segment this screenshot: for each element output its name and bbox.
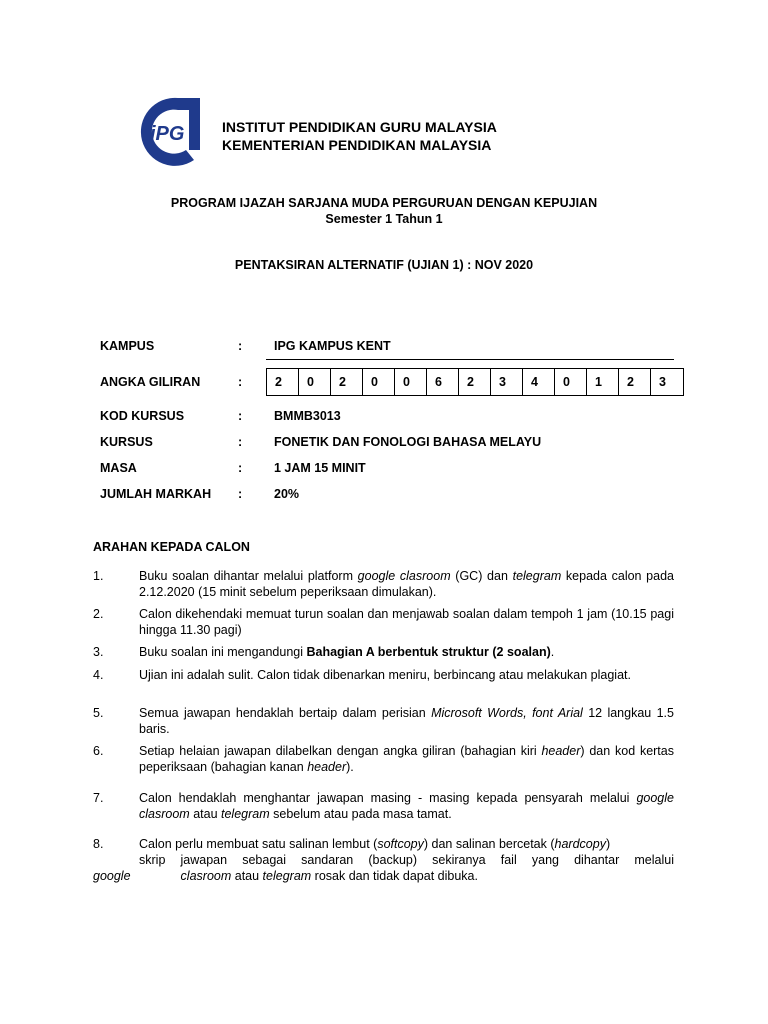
digit-box: 3 (659, 375, 666, 389)
digit-box: 6 (427, 369, 459, 395)
jumlah-markah-label: JUMLAH MARKAH (100, 487, 212, 501)
item-number: 8. (93, 837, 104, 851)
text-run: . (550, 645, 555, 659)
digit-box: 2 (619, 369, 651, 395)
item-number: 6. (93, 744, 104, 758)
instruction-item (93, 743, 674, 775)
text-run: clasroom (180, 869, 232, 883)
digit-box: 1 (587, 369, 619, 395)
text-run: ). (346, 760, 354, 774)
item-text-line (139, 836, 674, 852)
text-run: header (541, 744, 581, 758)
item-text (139, 568, 674, 600)
text-run: atau (231, 869, 263, 883)
item-text-line (93, 868, 674, 884)
colon: : (238, 339, 243, 353)
colon: : (238, 487, 243, 501)
colon: : (238, 435, 243, 449)
item-number: 2. (93, 607, 104, 621)
masa-value: 1 JAM 15 MINIT (274, 461, 366, 475)
text-run: kepada calon pada 2.12.2020 (15 minit sebelum peperiksaan dimulakan). (139, 569, 674, 599)
digit-box: 4 (523, 369, 555, 395)
program-title: PROGRAM IJAZAH SARJANA MUDA PERGURUAN DENGAN KEPUJIAN (170, 196, 598, 210)
item-number: 7. (93, 791, 104, 805)
text-run: Bahagian A berbentuk struktur (2 soalan) (306, 645, 551, 659)
item-text (139, 644, 674, 660)
item-text (139, 743, 674, 775)
masa-label: MASA (100, 461, 137, 475)
kampus-label: KAMPUS (100, 339, 155, 353)
instruction-item (93, 644, 674, 660)
digit-box: 2 (267, 369, 299, 395)
instruction-item (93, 568, 674, 600)
text-run: hardcopy (554, 837, 606, 851)
item-text (139, 705, 674, 737)
text-run: telegram (262, 869, 312, 883)
colon: : (238, 409, 243, 423)
divider (266, 359, 674, 360)
angka-giliran-boxes (266, 368, 684, 396)
text-run: sebelum atau pada masa tamat. (269, 807, 452, 821)
jumlah-markah-value: 20% (274, 487, 300, 501)
item-text-line: skrip jawapan sebagai sandaran (backup) sekiranya fail yang dihantar melalui (139, 853, 674, 867)
semester: Semester 1 Tahun 1 (325, 212, 443, 226)
item-number: 4. (93, 668, 104, 682)
text-run: google clasroom (139, 791, 674, 821)
digit-box: 2 (331, 369, 363, 395)
digit-box: 3 (491, 369, 523, 395)
colon: : (238, 375, 243, 389)
text-run: Microsoft Words, font Arial (431, 706, 583, 720)
instruction-item (93, 667, 674, 683)
kursus-label: KURSUS (100, 435, 153, 449)
digit-box: 0 (395, 369, 427, 395)
text-run: telegram (512, 569, 562, 583)
program-block (0, 195, 768, 227)
item-text (139, 790, 674, 822)
ministry-name: KEMENTERIAN PENDIDIKAN MALAYSIA (222, 137, 492, 153)
kod-kursus-label: KOD KURSUS (100, 409, 185, 423)
kod-kursus-value: BMMB3013 (274, 409, 341, 423)
kampus-value: IPG KAMPUS KENT (274, 339, 391, 353)
text-run: rosak dan tidak dapat dibuka. (311, 869, 478, 883)
text-run: (GC) dan (450, 569, 513, 583)
institution-header (222, 118, 497, 154)
digit-box: 2 (459, 369, 491, 395)
instructions-heading: ARAHAN KEPADA CALON (93, 540, 250, 554)
digit-box: 0 (555, 369, 587, 395)
item-text: Calon dikehendaki memuat turun soalan dan menjawab soalan dalam tempoh 1 jam (10.15 pagi hingga 11.30 pagi) (139, 607, 674, 637)
assessment-title: PENTAKSIRAN ALTERNATIF (UJIAN 1) : NOV 2020 (234, 258, 534, 272)
item-number: 1. (93, 569, 104, 583)
instruction-item (93, 705, 674, 737)
digit-box: 0 (299, 369, 331, 395)
text-run: Buku soalan ini mengandungi (139, 645, 307, 659)
text-run: header (307, 760, 347, 774)
instruction-item (93, 836, 674, 884)
text-run: Buku soalan dihantar melalui platform (139, 569, 358, 583)
text-run: softcopy (377, 837, 424, 851)
text-run: Semua jawapan hendaklah bertaip dalam perisian (139, 706, 432, 720)
text-run: telegram (221, 807, 270, 821)
angka-giliran-label: ANGKA GILIRAN (100, 375, 201, 389)
institute-name: INSTITUT PENDIDIKAN GURU MALAYSIA (222, 119, 497, 135)
instruction-item (93, 606, 674, 638)
text-run: atau (189, 807, 221, 821)
item-number: 3. (93, 645, 104, 659)
kursus-value: FONETIK DAN FONOLOGI BAHASA MELAYU (274, 435, 542, 449)
text-run: Setiap helaian jawapan dilabelkan dengan angka giliran (bahagian kiri (139, 744, 542, 758)
logo-text: iPG (150, 123, 185, 145)
text-run: ) (605, 837, 611, 851)
text-run: ) dan kod kertas peperiksaan (bahagian kanan (139, 744, 674, 774)
text-run: google (93, 869, 131, 883)
text-run: Calon hendaklah menghantar jawapan masing - masing kepada pensyarah melalui (139, 791, 637, 805)
instruction-item (93, 790, 674, 822)
text-run: ) dan salinan bercetak ( (423, 837, 555, 851)
text-run: Calon perlu membuat satu salinan lembut ( (139, 837, 378, 851)
item-number: 5. (93, 706, 104, 720)
colon: : (238, 461, 243, 475)
ipg-logo (134, 94, 204, 170)
digit-box: 0 (363, 369, 395, 395)
text-run: google clasroom (357, 569, 451, 583)
text-run: 12 langkau 1.5 baris. (139, 706, 674, 736)
item-text: Ujian ini adalah sulit. Calon tidak dibenarkan meniru, berbincang atau melakukan plagiat. (139, 668, 631, 682)
